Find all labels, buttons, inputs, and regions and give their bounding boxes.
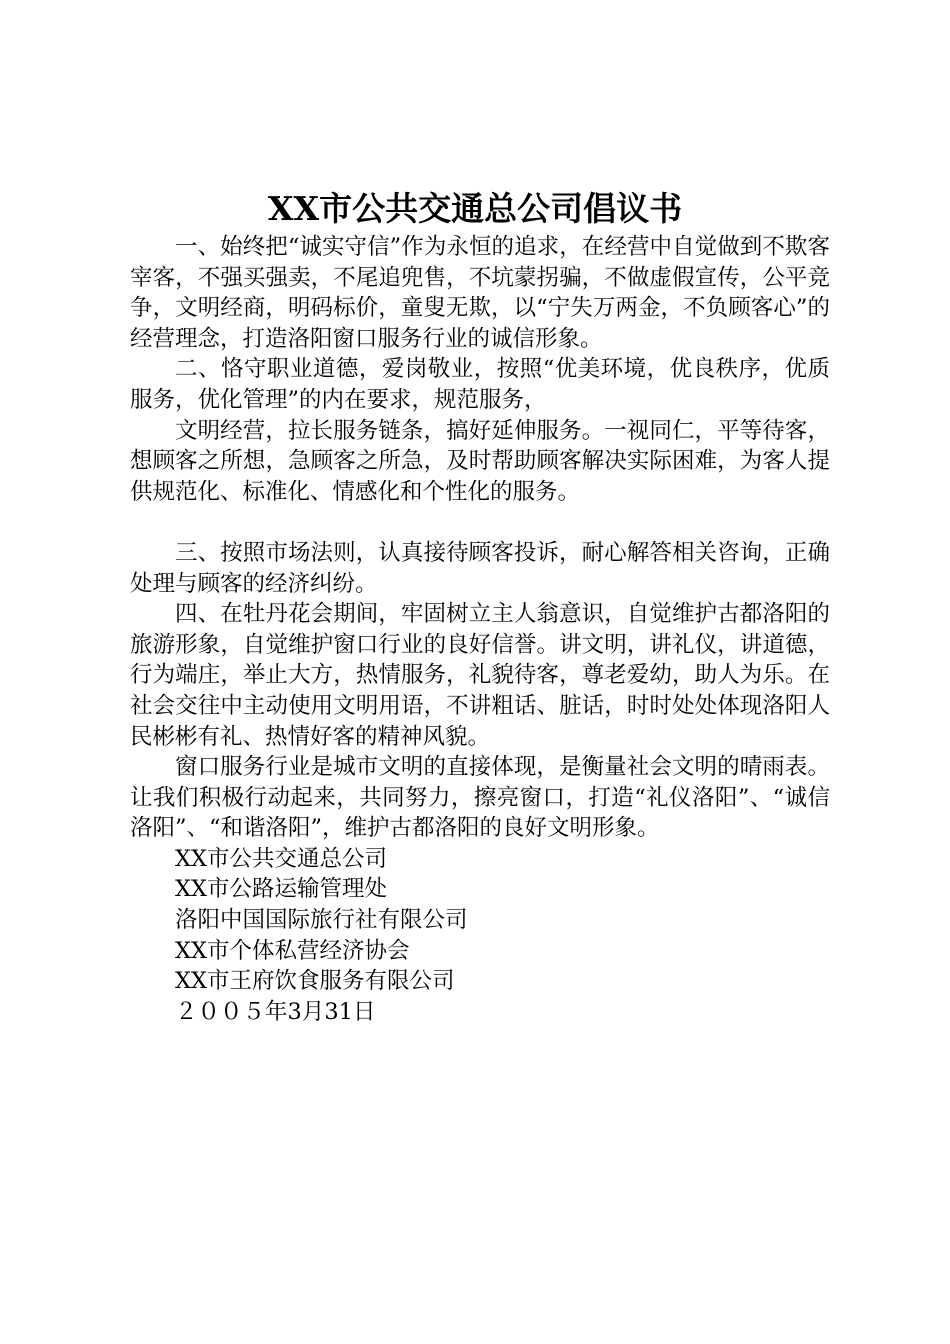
paragraph-2: 二、恪守职业道德，爱岗敬业，按照“优美环境，优良秩序，优质服务，优化管理”的内在要求，规范服务， (130, 356, 830, 413)
paragraph-1: 一、始终把“诚实守信”作为永恒的追求，在经营中自觉做到不欺客宰客，不强买强卖，不尾追兜售，不坑蒙拐骗，不做虚假宣传，公平竞争，文明经商，明码标价，童叟无欺，以“宁失万两金，不负顾客心”的经营理念，打造洛阳窗口服务行业的诚信形象。 (130, 234, 830, 352)
blank-line (130, 507, 830, 538)
document-title: XX市公共交通总公司倡议书 (267, 189, 683, 228)
document-body (130, 232, 830, 1027)
document-date: ２００５年3月31日 (175, 998, 376, 1025)
signatory-3: 洛阳中国国际旅行社有限公司 (175, 907, 468, 934)
paragraph-6: 窗口服务行业是城市文明的直接体现，是衡量社会文明的晴雨表。让我们积极行动起来，共同努力，擦亮窗口，打造“礼仪洛阳”、“诚信洛阳”、“和谐洛阳”，维护古都洛阳的良好文明形象。 (130, 754, 830, 842)
paragraph-5: 四、在牡丹花会期间，牢固树立主人翁意识，自觉维护古都洛阳的旅游形象，自觉维护窗口行业的良好信誉。讲文明，讲礼仪，讲道德，行为端庄，举止大方，热情服务，礼貌待客，尊老爱幼，助人为乐。在社会交往中主动使用文明用语，不讲粗话、脏话，时时处处体现洛阳人民彬彬有礼、热情好客的精神风貌。 (130, 601, 830, 750)
paragraph-3: 文明经营，拉长服务链条，搞好延伸服务。一视同仁，平等待客，想顾客之所想，急顾客之所急，及时帮助顾客解决实际困难，为客人提供规范化、标准化、情感化和个性化的服务。 (130, 417, 830, 505)
paragraph-4: 三、按照市场法则，认真接待顾客投诉，耐心解答相关咨询，正确处理与顾客的经济纠纷。 (130, 539, 830, 597)
signatory-4: XX市个体私营经济协会 (175, 937, 410, 964)
signatory-5: XX市王府饮食服务有限公司 (175, 968, 455, 995)
signatory-2: XX市公路运输管理处 (175, 876, 388, 903)
signatory-1: XX市公共交通总公司 (175, 845, 388, 872)
